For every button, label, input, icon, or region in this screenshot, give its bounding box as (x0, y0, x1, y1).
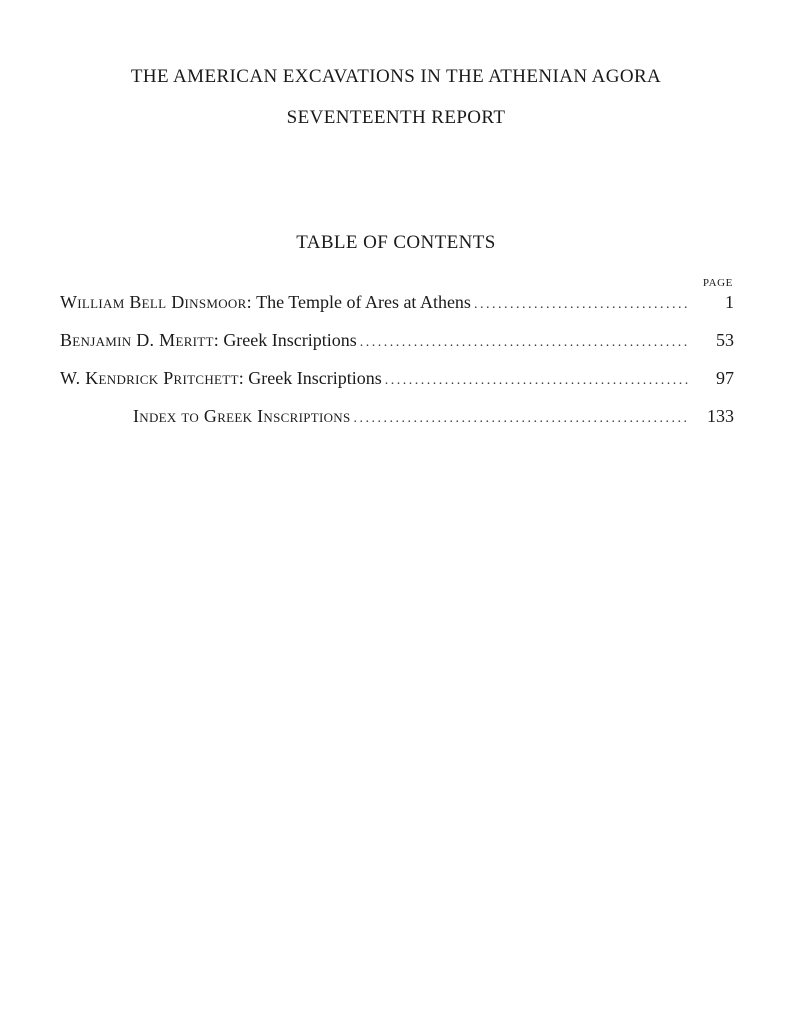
toc-entry-title: Greek Inscriptions (223, 330, 357, 350)
toc-list (60, 292, 734, 444)
dot-leader (474, 297, 688, 313)
toc-entry-page: 53 (716, 330, 734, 350)
toc-entry-separator: : (238, 368, 249, 388)
toc-entry-index (60, 406, 734, 444)
dot-leader (360, 335, 688, 351)
report-subtitle: SEVENTEENTH REPORT (286, 107, 506, 128)
toc-entry-page: 97 (716, 368, 734, 388)
toc-heading: TABLE OF CONTENTS (296, 232, 496, 253)
toc-entry-page: 133 (707, 406, 734, 426)
toc-entry-separator: : (213, 330, 224, 350)
dot-leader (354, 411, 688, 427)
report-series-title: THE AMERICAN EXCAVATIONS IN THE ATHENIAN AGORA (130, 66, 662, 87)
toc-entry-meritt (60, 330, 734, 368)
toc-entry-author: Index to Greek Inscriptions (133, 406, 351, 426)
toc-entry-title: The Temple of Ares at Athens (256, 292, 471, 312)
toc-entry-dinsmoor (60, 292, 734, 330)
toc-entry-author: Benjamin D. Meritt (60, 330, 214, 350)
toc-entry-author: W. Kendrick Pritchett (60, 368, 239, 388)
page-column-label: PAGE (702, 277, 733, 289)
toc-entry-title: Greek Inscriptions (248, 368, 382, 388)
toc-entry-pritchett (60, 368, 734, 406)
dot-leader (385, 373, 688, 389)
toc-entry-page: 1 (725, 292, 734, 312)
toc-entry-separator: : (246, 292, 257, 312)
toc-entry-author: William Bell Dinsmoor (60, 292, 247, 312)
